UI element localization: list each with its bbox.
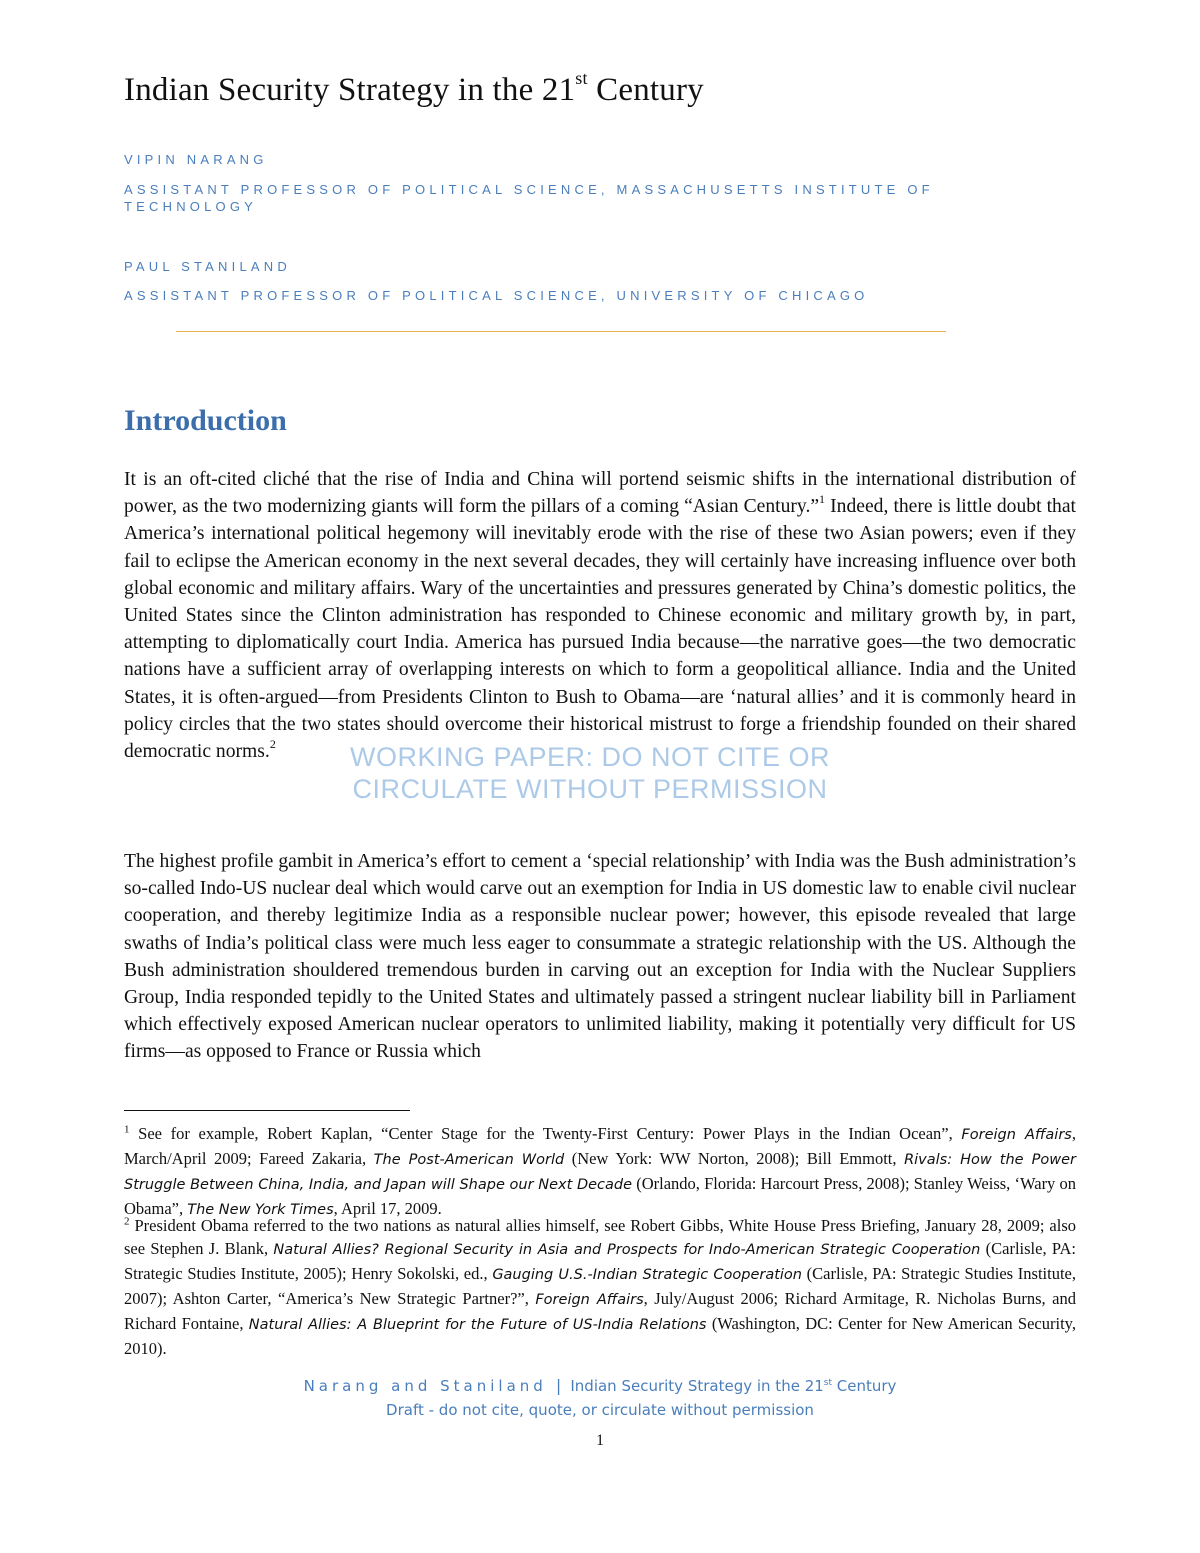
body-paragraph-1: It is an oft-cited cliché that the rise of India and China will portend seismic shifts in the international distribution of power, as the two modernizing giants will form the pillars of a coming “Asian Century.”$^1$ Indeed, there is little doubt that America’s international political hegemony will inevitably erode with the rise of these two Asian powers; even if they fail to eclipse the American economy in the next several decades, they will certainly have increasing influence over both global economic and military affairs. Wary of the uncertainties and pressures generated by China’s domestic politics, the United States since the Clinton administration has responded to Chinese economic and military growth by, in part, attempting to diplomatically court India. America has pursued India because—the narrative goes—the two democratic nations have a sufficient array of overlapping interests on which to form a geopolitical alliance. India and the United States, it is often-argued—from Presidents Clinton to Bush to Obama—are ‘natural allies’ and it is commonly heard in policy circles that the two states should overcome their historical mistrust to forge a friendship founded on their shared democratic norms.$^2$ — [124, 469, 1076, 763]
author-1-affiliation: ASSISTANT PROFESSOR OF POLITICAL SCIENCE, MASSACHUSETTS INSTITUTE OF TECHNOLOGY — [124, 182, 934, 214]
footer-separator: | — [555, 1376, 562, 1395]
footnote-divider — [124, 1110, 410, 1111]
footer-title: Indian Security Strategy in the 21st Century — [570, 1377, 897, 1395]
watermark: WORKING PAPER: DO NOT CITE OR CIRCULATE WITHOUT PERMISSION — [349, 742, 831, 804]
body-paragraph-2: The highest profile gambit in America’s effort to cement a ‘special relationship’ with India was the Bush administration’s so-called Indo-US nuclear deal which would carve out an exemption for India in US domestic law to enable civil nuclear cooperation, and thereby legitimize India as a responsible nuclear power; however, this episode revealed that large swaths of India’s political class were much less eager to consummate a strategic relationship with the US. Although the Bush administration shouldered tremendous burden in carving out an exception for India with the Nuclear Suppliers Group, India responded tepidly to the United States and ultimately passed a stringent nuclear liability bill in Parliament which effectively exposed American nuclear operators to unlimited liability, making it potentially very difficult for US firms—as opposed to France or Russia which — [124, 851, 1076, 1063]
footnote-ref-2[interactable]: 2 — [269, 736, 276, 751]
title-divider — [176, 331, 946, 332]
draft-notice: Draft - do not cite, quote, or circulate without permission — [386, 1401, 814, 1419]
footer-authors: Narang and Staniland — [303, 1377, 547, 1395]
document-title: Indian Security Strategy in the 21st Century — [124, 68, 704, 108]
section-heading: Introduction — [124, 404, 287, 437]
footnote-ref-1[interactable]: 1 — [819, 491, 826, 506]
running-footer — [0, 1376, 1200, 1395]
footnote-1: $^1$ See for example, Robert Kaplan, “Center Stage for the Twenty-First Century: Power Plays in the Indian Ocean”, Foreign Affairs, March/April 2009; Fareed Zakaria, The Post-American World (New York: WW Norton, 2008); Bill Emmott, Rivals: How the Power Struggle Between China, India, and Japan will Shape our Next Decade (Orlando, Florida: Harcourt Press, 2008); Stanley Weiss, ‘Wary on Obama”, The New York Times, April 17, 2009. — [124, 1123, 1077, 1218]
footnote-2: $^2$ President Obama referred to the two nations as natural allies himself, see Robert Gibbs, White House Press Briefing, January 28, 2009; also see Stephen J. Blank, Natural Allies? Regional Security in Asia and Prospects for Indo-American Strategic Cooperation (Carlisle, PA: Strategic Studies Institute, 2005); Henry Sokolski, ed., Gauging U.S.-Indian Strategic Cooperation (Carlisle, PA: Strategic Studies Institute, 2007); Ashton Carter, “America’s New Strategic Partner?”, Foreign Affairs, July/August 2006; Richard Armitage, R. Nicholas Burns, and Richard Fontaine, Natural Allies: A Blueprint for the Future of US-India Relations (Washington, DC: Center for New American Security, 2010). — [124, 1215, 1077, 1358]
page-number: 1 — [596, 1432, 604, 1449]
author-1-name: VIPIN NARANG — [124, 152, 268, 167]
author-2-name: PAUL STANILAND — [124, 259, 291, 274]
author-2-affiliation: ASSISTANT PROFESSOR OF POLITICAL SCIENCE, UNIVERSITY OF CHICAGO — [124, 288, 869, 303]
